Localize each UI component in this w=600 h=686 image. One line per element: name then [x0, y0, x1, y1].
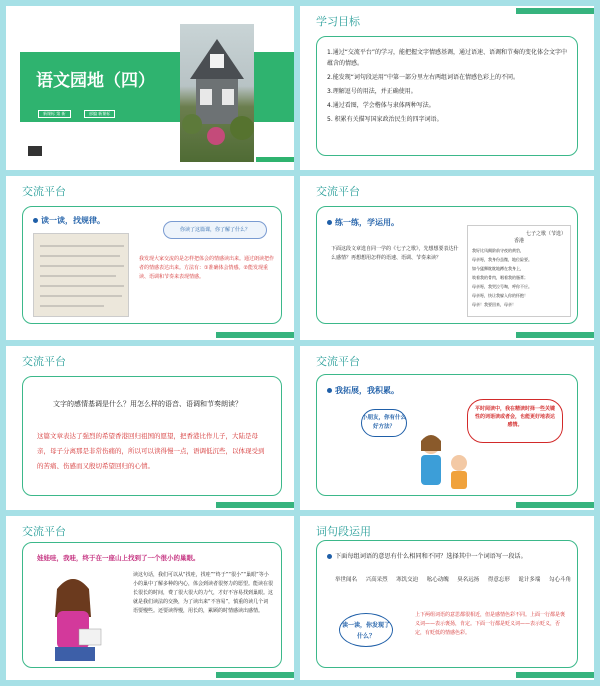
tag-left: 新课标 第 新	[38, 110, 71, 118]
content-box	[22, 542, 282, 668]
top-accent-bar	[516, 8, 594, 14]
slide7-sub: 娃娃哇，我哇，终于在一座山上找到了一个很小的巢眼。	[37, 554, 200, 562]
poem-line: 我好比凤阙阶前守夜的黄豹，	[472, 248, 524, 253]
poem-title: 七子之歌（节选）	[525, 231, 566, 237]
slide3-body: 我发现大家交流的是怎样把体会的情感读出来。通过朗读把作者的情感表达出来。方法有：①准确体会情感。②能发现重读、语调和节奏来表现情感。	[139, 256, 275, 280]
slide-6-exchange[interactable]	[300, 346, 594, 510]
poem-author: 香港	[513, 238, 524, 244]
speech-bubble-left: 小朋友，你有什么好方法？	[361, 409, 407, 437]
goal-2: 2.能发现“词句段运用”中第一部分里左右两组词语在情感色彩上的不同。	[327, 74, 519, 81]
content-box	[22, 206, 282, 324]
girl-reading-icon	[35, 571, 115, 667]
goal-5: 5. 积累有关描写国家政治民生的四字词语。	[327, 116, 443, 123]
slide8-title: 词句段运用	[316, 525, 371, 538]
bullet-icon	[327, 220, 332, 225]
content-box	[316, 206, 578, 324]
bottom-accent-bar	[516, 332, 594, 338]
handwritten-page	[33, 233, 129, 317]
slide-5-exchange[interactable]	[6, 346, 294, 510]
handwriting-lines-icon	[34, 234, 130, 318]
word-item: 举世闻名	[335, 577, 358, 583]
poem-card	[467, 225, 571, 317]
slide5-answer: 这篇文章表达了强烈的希望香港回归祖国的愿望，把香港比作儿子，大陆是母亲，母子分离那是非常伤痛的，所以可以读得慢一点，语调低沉些，以体现受到的苦痛、伤感而又殷切希望回归的心情。	[37, 432, 265, 470]
slide6-title: 交流平台	[316, 355, 360, 368]
slide4-sub: 练一练，学运用。	[327, 217, 399, 228]
slide3-sub: 读一读，找规律。	[33, 215, 105, 226]
word-item: 臭名远扬	[457, 577, 480, 583]
slide-4-exchange[interactable]	[300, 176, 594, 340]
poem-line: 母亲呀，我身份虽微，地位险要。	[472, 257, 532, 262]
goals-box	[316, 36, 578, 156]
word-item: 兴高采烈	[365, 577, 388, 583]
slide5-question: 文字的感情基调是什么？用怎么样的语音、语调和节奏朗读？	[53, 400, 242, 408]
tag-right: 部编 新课标	[84, 110, 115, 118]
bullet-icon	[327, 554, 332, 559]
bottom-accent-bar	[216, 332, 294, 338]
slide4-body: 下面这段文章选自同一学的《七子之歌》，先想想要表达什么感情？再想想用怎样的语速、语调、节奏来读？	[331, 246, 459, 261]
slide-7-exchange[interactable]	[6, 516, 294, 680]
bottom-accent-bar	[216, 672, 294, 678]
content-box	[316, 374, 578, 496]
slide7-title: 交流平台	[22, 525, 66, 538]
slide6-sub: 我拓展，我积累。	[327, 385, 399, 396]
slide4-title: 交流平台	[316, 185, 360, 198]
poem-line: 啖着我的骨肉，咽着我的脂膏；	[472, 275, 528, 280]
thought-bubble: 你读了这篇课，你了解了什么？	[163, 221, 267, 239]
slide-8-usage[interactable]	[300, 516, 594, 680]
poem-line: 如今猛狮眈眈地蹲在我身上，	[472, 266, 524, 271]
bottom-accent-bar	[516, 672, 594, 678]
slide8-instruction: 下面每组词语的意思有什么相同和不同？选择其中一个词语写一段话。	[327, 551, 573, 560]
goal-1: 1.通过“交流平台”的学习，能把握文字情感基调，通过语速、语调和节奏的变化体会文字中蕴含的情感。	[327, 49, 567, 67]
bottom-accent-bar	[216, 502, 294, 508]
slide1-title: 语文园地（四）	[36, 71, 155, 91]
poem-line: 母亲呀，快让我躲入你的怀抱！	[472, 293, 528, 298]
goal-4: 4.通过看图，学会楷体与隶体两种写法。	[327, 102, 435, 109]
slide-3-exchange[interactable]	[6, 176, 294, 340]
word-item: 吆心动魄	[426, 577, 449, 583]
word-item: 得意忘形	[487, 577, 510, 583]
speech-bubble-right: 平时阅读中，我在精读时择一些关键性的词语读或者会，也能更好地表达感情。	[467, 399, 563, 443]
slide5-title: 交流平台	[22, 355, 66, 368]
slide8-answer: 上下两组词语的意思都很相近，但是感情色彩不同。上面一行都是褒义词——表示褒扬，肯定。下面一行都是贬义词——表示贬义，否定，有贬低的情感色彩。	[415, 612, 566, 636]
bottom-bar	[256, 157, 294, 162]
teacher-child-icon	[409, 431, 479, 493]
house-icon	[180, 24, 254, 162]
dark-square	[28, 146, 42, 156]
content-box	[316, 540, 578, 668]
goal-3: 3.理解逗号的用法，并正确使用。	[327, 88, 417, 95]
content-box	[22, 376, 282, 496]
slide2-title: 学习目标	[316, 15, 360, 28]
poem-line: 母亲呀，我哭泣号啕，呼你不应。	[472, 284, 532, 289]
word-item: 寒饥交迫	[396, 577, 419, 583]
slide7-body: 读这句话，我们可以从“找哇，找哇”“终于”“很小”“巢眼”等小小的巢中了解多种的内心，体会到读者很努力的愿望。能读在很长很长的时间，费了很大很大的力气，才好不容易找到巢眼。这就是我们读法的交换，为了读出来“不容易”，慎重的读几个词语要慢些。还要读得慢，用长的，累顾的时情感读出感情。	[133, 572, 274, 614]
slide-2-goals[interactable]	[300, 6, 594, 170]
house-photo	[180, 24, 254, 162]
bottom-accent-bar	[516, 502, 594, 508]
slide3-title: 交流平台	[22, 185, 66, 198]
bullet-icon	[33, 218, 38, 223]
word-item: 勾心斗角	[548, 577, 571, 583]
word-item: 诡计多端	[518, 577, 541, 583]
bullet-icon	[327, 388, 332, 393]
slide-1-title[interactable]	[6, 6, 294, 170]
word-list	[335, 575, 571, 583]
poem-line: 母亲！我要回来，母亲！	[472, 302, 516, 307]
thought-bubble: 读一读，你发现了什么？	[339, 613, 393, 647]
